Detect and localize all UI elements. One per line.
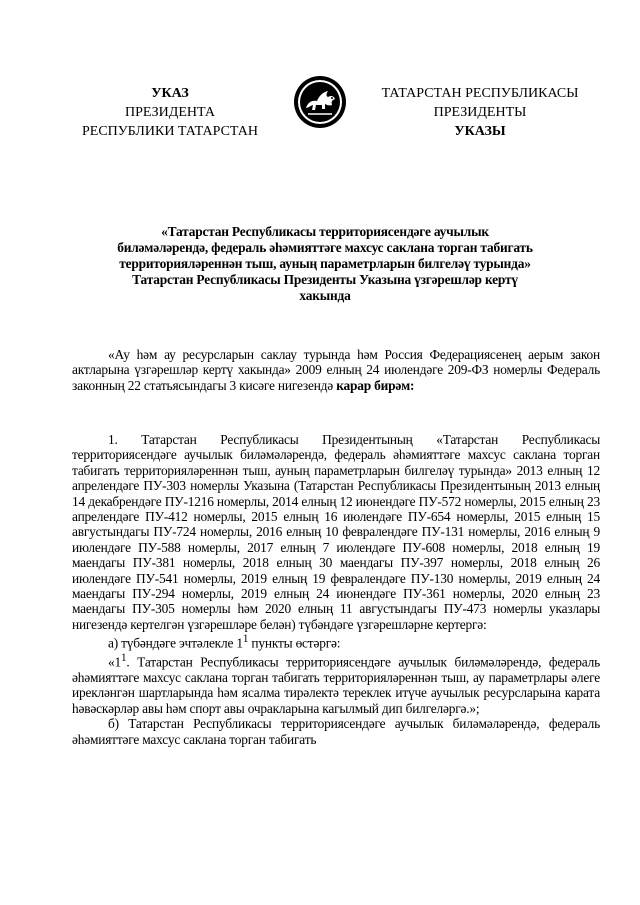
header-left-russian: [60, 84, 280, 141]
title-line-1: «Татарстан Республикасы территориясендәге аучылык: [161, 224, 489, 239]
header-right-line-3: УКАЗЫ: [454, 124, 506, 139]
item-a-paragraph: [72, 632, 600, 651]
item-a-suffix: пункты өстәргә:: [248, 635, 341, 651]
quote-superscript: 1: [121, 652, 127, 665]
header-left-line-3: РЕСПУБЛИКИ ТАТАРСТАН: [81, 124, 258, 139]
title-line-2: биләмәләрендә, федераль әһәмияттәге махсус саклана торган табигать: [117, 240, 533, 255]
item-a-prefix: а) түбәндәге эчтәлекле 1: [108, 635, 243, 651]
preamble-text: «Ау һәм ау ресурсларын саклау турында һәм Россия Федерациясенең аерым закон актларына үзгәрешләр кертү хакында» 2009 елның 24 июлендәге 209-ФЗ номерлы Федераль законның 22 статьясындагы 3 кисәге нигезендә: [72, 347, 600, 393]
quoted-item-paragraph: [72, 651, 600, 716]
title-line-4: Татарстан Республикасы Президенты Указына үзгәрешләр кертү: [132, 272, 518, 287]
header-left-line-2: ПРЕЗИДЕНТА: [125, 105, 215, 120]
quote-prefix: «1: [108, 654, 121, 670]
title-line-5: хакында: [299, 288, 351, 303]
decree-title: [70, 224, 580, 304]
tatarstan-emblem-icon: [292, 74, 348, 130]
item-1-paragraph: 1. Татарстан Республикасы Президентының «Татарстан Республикасы территориясендәге аучылык биләмәләрендә, федераль әһәмияттәге махсус саклана торган табигать территорияләреннән тыш, ауның параметрларын билгеләү турында» 2013 елның 12 апрелендәге ПУ-303 номерлы Указына (Татарстан Республикасы Президентының 2013 елның 14 декабрендәге ПУ-1216 номерлы, 2014 елның 12 июнендәге ПУ-572 номерлы, 2015 елның 23 апрелендәге ПУ-412 номерлы, 2015 елның 16 июлендәге ПУ-654 номерлы, 2015 елның 15 августындагы ПУ-724 номерлы, 2016 елның 10 февралендәге ПУ-131 номерлы, 2016 елның 9 июлендәге ПУ-588 номерлы, 2017 елның 7 июлендәге ПУ-608 номерлы, 2018 елның 19 маендагы ПУ-381 номерлы, 2018 елның 30 маендагы ПУ-397 номерлы, 2018 елның 26 июлендәге ПУ-541 номерлы, 2019 елның 19 февралендәге ПУ-130 номерлы, 2019 елның 24 маендагы ПУ-294 номерлы, 2019 елның 24 июнендәге ПУ-361 номерлы, 2020 елның 23 маендагы ПУ-305 номерлы һәм 2020 елның 11 августындагы ПУ-473 номерлы указлары нигезендә кертелгән үзгәрешләре белән) түбәндәге үзгәрешләрне кертергә:: [72, 432, 600, 632]
preamble: [72, 347, 600, 393]
header-right-line-1: ТАТАРСТАН РЕСПУБЛИКАСЫ: [381, 86, 579, 101]
header-right-line-2: ПРЕЗИДЕНТЫ: [433, 105, 527, 120]
header-left-line-1: УКАЗ: [151, 86, 189, 101]
decree-body: [72, 432, 600, 747]
preamble-resolution: карар бирәм:: [336, 377, 415, 393]
preamble-paragraph: [72, 347, 600, 393]
item-b-paragraph: б) Татарстан Республикасы территориясендәге аучылык биләмәләрендә, федераль әһәмияттәге махсус саклана торган табигать: [72, 716, 600, 747]
quote-text: . Татарстан Республикасы территориясендәге аучылык биләмәләрендә, федераль әһәмияттәге махсус саклана торган табигать территорияләреннән тыш, ау параметрлары әлеге ирекләнгән шартларында һәм ясалма тирәлектә тереклек итүче аучылык ресурсларына карата һәвәскәрләр авы һәм спорт авы очракларына кагылмый дип билгеләргә.»;: [72, 654, 600, 716]
title-line-3: территорияләреннән тыш, ауның параметрларын билгеләү турында»: [119, 256, 531, 271]
item-a-superscript: 1: [242, 633, 249, 646]
header-right-tatar: [365, 84, 595, 141]
